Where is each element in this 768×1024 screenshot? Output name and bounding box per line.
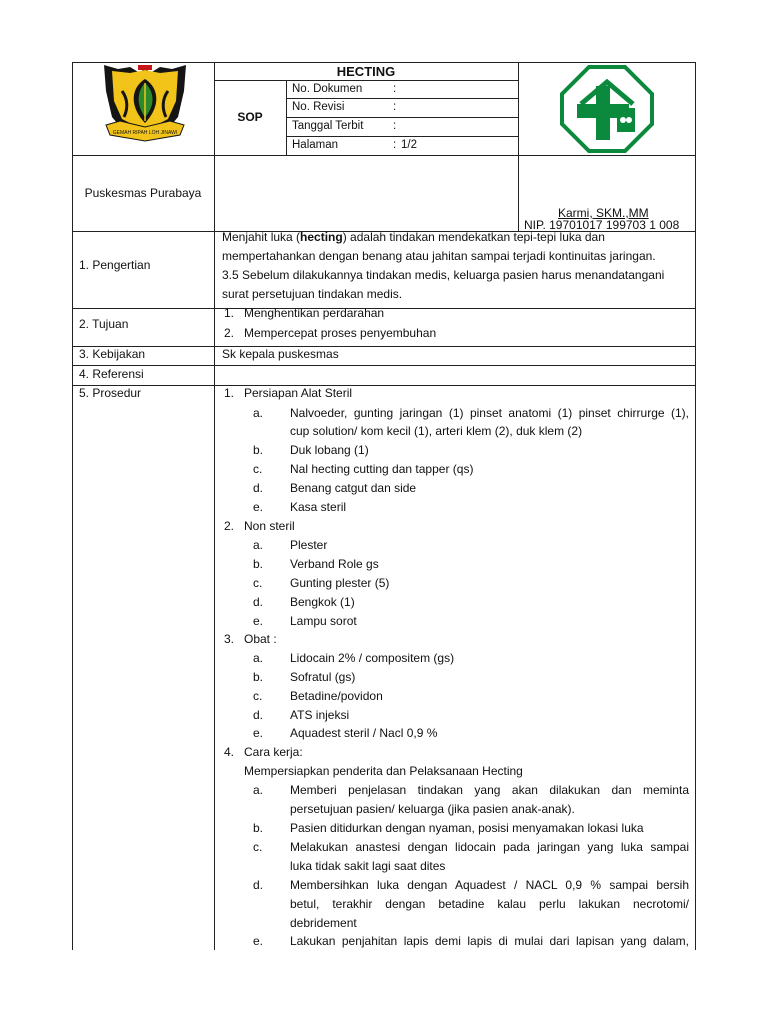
non-steril-c-marker: c. [253, 576, 263, 590]
halaman-label: Halaman [292, 139, 339, 151]
obat-e: Aquadest steril / Nacl 0,9 % [290, 726, 438, 740]
pengertian-line-3: 3.5 Sebelum dilakukannya tindakan medis, keluarga pasien harus menandatangani [222, 268, 665, 282]
obat-e-marker: e. [253, 726, 264, 740]
obat-d: ATS injeksi [290, 708, 350, 722]
cara-b-marker: b. [253, 821, 264, 835]
obat-b: Sofratul (gs) [290, 670, 356, 684]
steril-e-marker: e. [253, 500, 264, 514]
obat-b-marker: b. [253, 670, 264, 684]
header-right-divider [518, 62, 519, 231]
obat-c: Betadine/povidon [290, 689, 383, 703]
pengertian-line-4: surat persetujuan tindakan medis. [222, 287, 403, 301]
row-line-referensi [72, 365, 696, 366]
non-steril-title: Non steril [244, 519, 295, 533]
tujuan-label: 2. Tujuan [79, 317, 129, 331]
tujuan-num-1: 1. [224, 306, 235, 320]
info-divider-1 [286, 98, 518, 99]
halaman-value: 1/2 [401, 139, 417, 151]
cara-d-line-2: betul, terakhir dengan betadine kalau perlu lakukan necrotomi/ [290, 897, 689, 911]
non-steril-c: Gunting plester (5) [290, 576, 390, 590]
row-line-prosedur [72, 385, 696, 386]
info-divider-2 [286, 117, 518, 118]
obat-num: 3. [224, 632, 235, 646]
obat-title: Obat : [244, 632, 277, 646]
pengertian-label: 1. Pengertian [79, 258, 151, 272]
cara-kerja-title: Cara kerja: [244, 745, 303, 759]
title-divider [214, 80, 518, 81]
steril-e: Kasa steril [290, 500, 347, 514]
steril-b-marker: b. [253, 443, 264, 457]
colon-2: : [393, 101, 397, 113]
cara-d-line-1: Membersihkan luka dengan Aquadest / NACL 0,9 % sampai bersih [290, 878, 689, 892]
crest-emblem-icon [100, 61, 190, 149]
cara-c-marker: c. [253, 840, 263, 854]
steril-c-marker: c. [253, 462, 263, 476]
pengertian-line-2: mempertahankan dengan benang atau jahitan sampai terjadi kontinuitas jaringan. [222, 249, 656, 263]
signer-nip: NIP. 19701017 199703 1 008 [524, 218, 680, 232]
colon-3: : [393, 120, 397, 132]
non-steril-b-marker: b. [253, 557, 264, 571]
no-dokumen-label: No. Dokumen [292, 83, 363, 95]
puskesmas-cross-icon [559, 64, 655, 154]
non-steril-a-marker: a. [253, 538, 264, 552]
steril-d: Benang catgut dan side [290, 481, 417, 495]
tujuan-item-1: Menghentikan perdarahan [244, 306, 385, 320]
cara-a-line-2: persetujuan pasien/ keluarga (jika pasien anak-anak). [290, 802, 575, 816]
no-revisi-label: No. Revisi [292, 101, 345, 113]
kebijakan-label: 3. Kebijakan [79, 347, 146, 361]
non-steril-d-marker: d. [253, 595, 264, 609]
column-divider [214, 62, 215, 950]
steril-a-marker: a. [253, 406, 264, 420]
cara-d-marker: d. [253, 878, 264, 892]
steril-b: Duk lobang (1) [290, 443, 369, 457]
svg-text:GEMAH RIPAH LOH JINAWI: GEMAH RIPAH LOH JINAWI [112, 130, 178, 136]
non-steril-num: 2. [224, 519, 235, 533]
cara-c-line-2: luka tidak sakit lagi saat dites [290, 859, 446, 873]
cara-e-marker: e. [253, 934, 264, 948]
non-steril-e-marker: e. [253, 614, 264, 628]
steril-num: 1. [224, 386, 235, 400]
cara-a-line-1: Memberi penjelasan tindakan yang akan dilakukan dan meminta [290, 783, 689, 797]
colon-4: : [393, 139, 397, 151]
cara-a-marker: a. [253, 783, 264, 797]
non-steril-a: Plester [290, 538, 328, 552]
puskesmas-logo [559, 64, 655, 154]
cara-e-line-1: Lakukan penjahitan lapis demi lapis di mulai dari lapisan yang dalam, [290, 934, 689, 948]
colon-1: : [393, 83, 397, 95]
tujuan-item-2: Mempercepat proses penyembuhan [244, 326, 437, 340]
cara-kerja-subtitle: Mempersiapkan penderita dan Pelaksanaan Hecting [244, 764, 523, 778]
header-bottom-line [72, 155, 696, 156]
non-steril-b: Verband Role gs [290, 557, 379, 571]
obat-a: Lidocain 2% / compositem (gs) [290, 651, 455, 665]
kebijakan-text: Sk kepala puskesmas [222, 347, 339, 361]
obat-d-marker: d. [253, 708, 264, 722]
signer-name: Karmi, SKM.,MM [558, 206, 649, 220]
tujuan-num-2: 2. [224, 326, 235, 340]
steril-c: Nal hecting cutting dan tapper (qs) [290, 462, 474, 476]
steril-d-marker: d. [253, 481, 264, 495]
document-title: HECTING [336, 64, 396, 79]
sop-divider [286, 80, 287, 155]
tanggal-terbit-label: Tanggal Terbit [292, 120, 364, 132]
organization-name: Puskesmas Purabaya [84, 186, 202, 200]
obat-c-marker: c. [253, 689, 263, 703]
district-crest-logo [100, 61, 190, 149]
prosedur-label: 5. Prosedur [79, 386, 142, 400]
info-divider-3 [286, 136, 518, 137]
table-border-right [695, 62, 696, 950]
steril-a-line-2: cup solution/ kom kecil (1), arteri klem (2), duk klem (2) [290, 424, 583, 438]
cara-d-line-3: debridement [290, 916, 357, 930]
non-steril-d: Bengkok (1) [290, 595, 355, 609]
obat-a-marker: a. [253, 651, 264, 665]
sop-label: SOP [237, 110, 263, 124]
cara-b: Pasien ditidurkan dengan nyaman, posisi menyamakan lokasi luka [290, 821, 644, 835]
cara-c-line-1: Melakukan anastesi dengan lidocain pada jaringan yang luka sampai [290, 840, 689, 854]
steril-title: Persiapan Alat Steril [244, 386, 353, 400]
row-line-kebijakan [72, 346, 696, 347]
steril-a-line-1: Nalvoeder, gunting jaringan (1) pinset anatomi (1) pinset chirrurge (1), [290, 406, 689, 420]
cara-kerja-num: 4. [224, 745, 235, 759]
referensi-label: 4. Referensi [79, 367, 144, 381]
pengertian-line-1: Menjahit luka (hecting) adalah tindakan mendekatkan tepi-tepi luka dan [222, 230, 605, 244]
non-steril-e: Lampu sorot [290, 614, 357, 628]
